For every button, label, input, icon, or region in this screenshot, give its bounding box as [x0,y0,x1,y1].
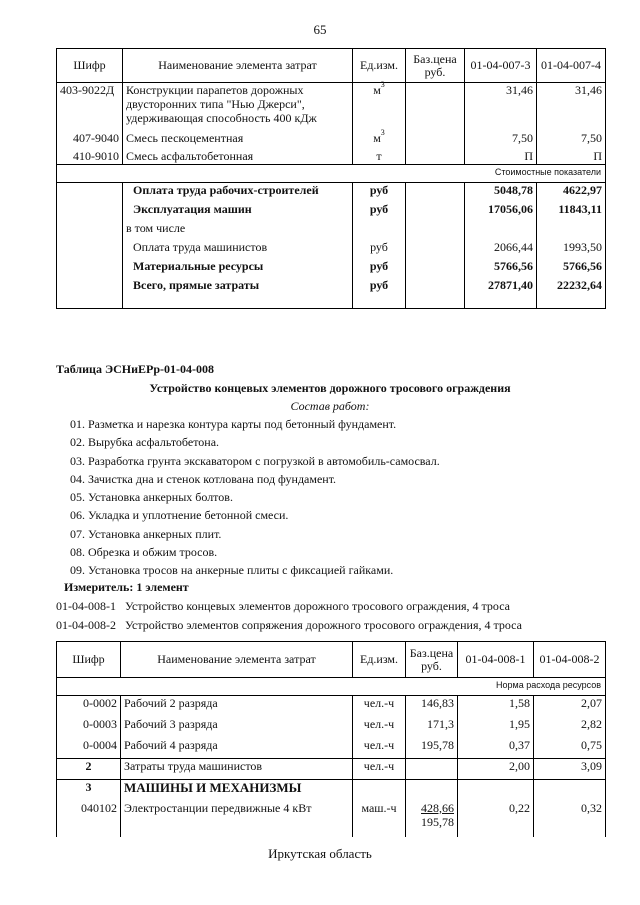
col-header-b: 01-04-007-4 [537,49,606,83]
table-row: 0-0004 Рабочий 4 разряда чел.-ч 195,78 0,37 0,75 [57,738,606,759]
page-footer: Иркутская область [268,846,372,861]
page-number: 65 [313,22,327,37]
col-header-name: Наименование элемента затрат [121,642,353,678]
works-list [70,415,440,580]
section-label-cost: Стоимостные показатели [57,165,606,183]
table-caption: Таблица ЭСНиЕРр-01-04-008 [56,362,215,376]
table-row: 0-0002 Рабочий 2 разряда чел.-ч 146,83 1,58 2,07 [57,696,606,717]
table-row: 410-9010 Смесь асфальтобетонная т П П [57,149,606,165]
composition-title: Состав работ: [290,399,370,413]
measure-unit: Измеритель: 1 элемент [64,580,189,594]
col-header-name: Наименование элемента затрат [123,49,353,83]
list-item: 01-04-008-2 Устройство элементов сопряжения дорожного тросового ограждения, 4 троса [56,618,522,632]
list-item: 08. Обрезка и обжим тросов. [70,545,218,560]
summary-row: Оплата труда рабочих-строителей руб 5048,78 4622,97 [57,183,606,202]
list-item: 05. Установка анкерных болтов. [70,490,233,505]
list-item: 07. Установка анкерных плит. [70,526,222,541]
summary-row: Материальные ресурсы руб 5766,56 5766,56 [57,259,606,278]
table-row: 0-0003 Рабочий 3 разряда чел.-ч 171,3 1,95 2,82 [57,717,606,738]
item-list [56,597,522,635]
list-item: 01. Разметка и нарезка контура карты под бетонный фундамент. [70,417,397,431]
summary-row: Оплата труда машинистов руб 2066,44 1993,50 [57,240,606,259]
summary-row: Всего, прямые затраты руб 27871,40 22232,64 [57,278,606,309]
col-header-price: Баз.цена руб. [406,642,458,678]
list-item: 03. Разработка грунта экскаватором с погрузкой в автомобиль-самосвал. [70,453,440,468]
col-header-code: Шифр [57,642,121,678]
machines-header-row: 3 МАШИНЫ И МЕХАНИЗМЫ [57,780,606,801]
col-header-a: 01-04-008-1 [458,642,534,678]
col-header-price: Баз.цена руб. [406,49,465,83]
table-row: 403-9022Д Конструкции парапетов дорожных двусторонних типа "Нью Джерси", удерживающая способность 400 кДж $м^3$ 31,46 31,46 [57,83,606,131]
labor-row: 2 Затраты труда машинистов чел.-ч 2,00 3,09 [57,759,606,780]
summary-row: Эксплуатация машин руб 17056,06 11843,11 [57,202,606,221]
cost-table-007 [56,48,606,309]
summary-row: в том числе [57,221,606,240]
resource-table-008 [56,641,606,837]
section-label-norm: Норма расхода ресурсов [57,678,606,696]
list-item: 01-04-008-1 Устройство концевых элементов дорожного тросового ограждения, 4 троса [56,599,510,613]
list-item: 02. Вырубка асфальтобетона. [70,435,220,450]
col-header-unit: Ед.изм. [353,49,406,83]
list-item: 06. Укладка и уплотнение бетонной смеси. [70,508,289,523]
list-item: 09. Установка тросов на анкерные плиты с фиксацией гайками. [70,563,394,578]
col-header-a: 01-04-007-3 [465,49,537,83]
table-row: 040102 Электростанции передвижные 4 кВт маш.-ч 428,66 195,78 0,22 0,32 [57,801,606,837]
table-row: 407-9040 Смесь пескоцементная $м^3$ 7,50 7,50 [57,131,606,149]
section-title: Устройство концевых элементов дорожного тросового ограждения [149,381,511,395]
col-header-code: Шифр [57,49,123,83]
list-item: 04. Зачистка дна и стенок котлована под фундамент. [70,471,337,486]
col-header-b: 01-04-008-2 [534,642,606,678]
col-header-unit: Ед.изм. [353,642,406,678]
